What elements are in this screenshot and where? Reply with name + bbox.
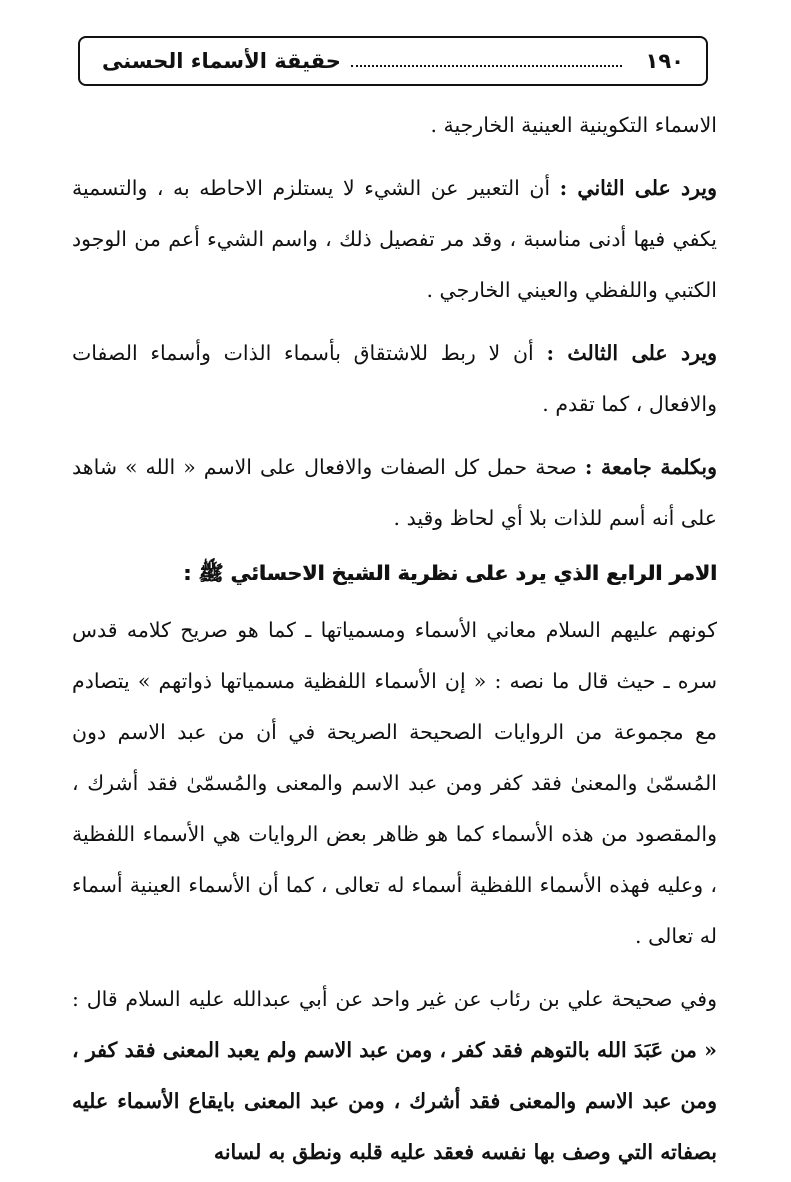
running-title: حقيقة الأسماء الحسنى: [102, 49, 341, 73]
paragraph-4-lead: وبكلمة جامعة :: [584, 455, 717, 479]
page-number: ١٩٠: [645, 49, 684, 73]
header-dotted-leader: [351, 65, 622, 67]
page-body: [72, 100, 717, 1182]
paragraph-1-text: الاسماء التكوينية العينية الخارجية .: [430, 113, 717, 137]
paragraph-4: [72, 442, 717, 544]
paragraph-5-text: كونهم عليهم السلام معاني الأسماء ومسمياتها ـ كما هو صريح كلامه قدس سره ـ حيث قال ما نصه : « إن الأسماء اللفظية مسمياتها ذواتهم » يتصادم مع مجموعة من الروايات الصحيحة الصريحة في أن من عبد الاسم دون المُسمّىٰ والمعنىٰ فقد كفر ومن عبد الاسم والمعنى والمُسمّىٰ فقد أشرك ، والمقصود من هذه الأسماء كما هو ظاهر بعض الروايات هي الأسماء اللفظية ، وعليه فهذه الأسماء اللفظية أسماء له تعالى ، كما أن الأسماء العينية أسماء له تعالى .: [72, 618, 717, 948]
paragraph-4-text: صحة حمل كل الصفات والافعال على الاسم « الله » شاهد على أنه أسم للذات بلا أي لحاظ وقيد .: [72, 455, 717, 530]
paragraph-6-text: وفي صحيحة علي بن رئاب عن غير واحد عن أبي عبدالله عليه السلام قال :: [72, 987, 717, 1011]
paragraph-5: [72, 605, 717, 962]
paragraph-2-text: أن التعبير عن الشيء لا يستلزم الاحاطه به ، والتسمية يكفي فيها أدنى مناسبة ، وقد مر تفصيل ذلك ، واسم الشيء أعم من الوجود الكتبي واللفظي والعيني الخارجي .: [72, 176, 717, 302]
paragraph-2-lead: ويرد على الثاني :: [559, 176, 718, 200]
section-heading: الامر الرابع الذي يرد على نظرية الشيخ الاحسائي ﷺ :: [183, 561, 717, 585]
paragraph-6-quote: « من عَبَدَ الله بالتوهم فقد كفر ، ومن عبد الاسم ولم يعبد المعنى فقد كفر ، ومن عبد الاسم والمعنى فقد أشرك ، ومن عبد المعنى بايقاع الأسماء عليه بصفاته التي وصف بها نفسه فعقد عليه قلبه ونطق به لسانه: [72, 1038, 717, 1164]
page-header: [78, 36, 708, 86]
paragraph-3-lead: ويرد على الثالث :: [546, 341, 717, 365]
paragraph-6: [72, 974, 717, 1178]
paragraph-3-text: أن لا ربط للاشتقاق بأسماء الذات وأسماء الصفات والافعال ، كما تقدم .: [72, 341, 717, 416]
paragraph-3: [72, 328, 717, 430]
paragraph-1: [72, 100, 717, 151]
paragraph-2: [72, 163, 717, 316]
